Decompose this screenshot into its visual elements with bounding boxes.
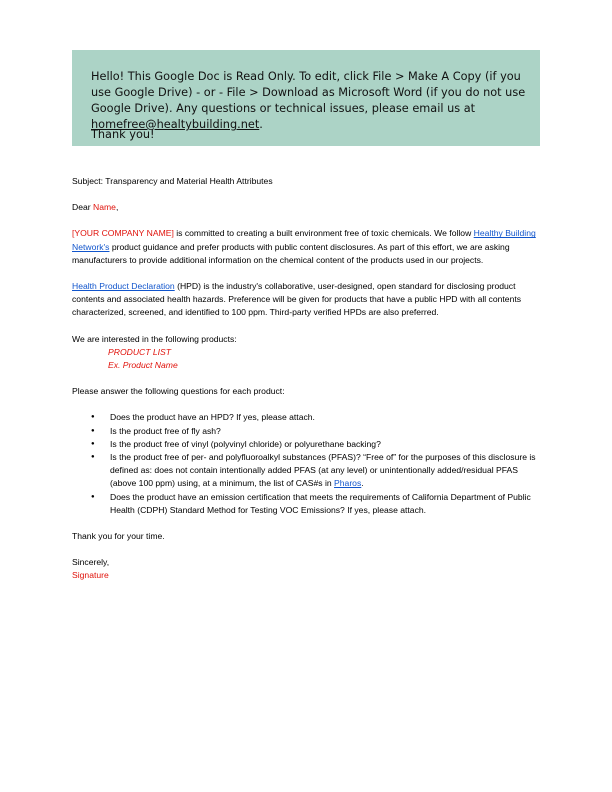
question-item: ● Does the product have an HPD? If yes, please attach. — [91, 411, 540, 424]
intro-text-1: is committed to creating a built environment free of toxic chemicals. We follow — [173, 228, 474, 239]
spacer — [72, 188, 540, 201]
intro-paragraph — [72, 227, 540, 267]
notice-period: . — [259, 118, 263, 131]
pfas-question-text: Is the product free of per- and polyfluoroalkyl substances (PFAS)? “Free of” for the purposes of this disclosure is defined as: does not contain intentionally added PFAS (at any level) or unintentionally added/residual PFAS (above 100 ppm) using, at a minimum, the list of CAS#s in — [110, 452, 536, 489]
question-item: ● Does the product have an emission certification that meets the requirements of California Department of Public Health (CDPH) Standard Method for Testing VOC Emissions? If yes, please attach. — [91, 491, 540, 517]
spacer — [72, 320, 540, 333]
pharos-link[interactable]: Pharos — [334, 478, 362, 489]
spacer — [72, 543, 540, 556]
hpd-link[interactable]: Health Product Declaration — [72, 281, 175, 292]
hpd-text: (HPD) is the industry's collaborative, user-designed, open standard for disclosing product contents and associated health hazards. Preference will be given for products that have a public HPD with all contents characterized, screened, and identified to 100 ppm. Third-party verified HPDs are also preferred. — [72, 281, 522, 318]
greeting-name-placeholder: Name — [93, 202, 116, 213]
closing: Sincerely, — [72, 557, 110, 568]
spacer — [72, 398, 540, 411]
greeting-dear: Dear — [72, 202, 94, 213]
spacer — [72, 267, 540, 280]
hbn-link[interactable]: Healthy Building Network's — [72, 228, 536, 252]
question-item: ● Is the product free of vinyl (polyvinyl chloride) or polyurethane backing? — [91, 438, 540, 451]
spacer — [72, 214, 540, 227]
intro-text-2: product guidance and prefer products with public content disclosures. As part of this effort, we are asking manufacturers to provide additional information on the chemical content of the products used in our projects. — [72, 241, 510, 265]
signature-placeholder: Signature — [72, 570, 109, 581]
notice-thanks: Thank you! — [91, 128, 155, 141]
hpd-paragraph — [72, 280, 540, 320]
thank-you-line: Thank you for your time. — [72, 531, 165, 542]
company-name-placeholder: [YOUR COMPANY NAME] — [72, 228, 174, 239]
notice-instructions: Hello! This Google Doc is Read Only. To edit, click File > Make A Copy (if you use Google Drive) - or - File > Download as Microsoft Word (if you do not use Google Drive). Any questions or technical issues, please email us at — [91, 70, 526, 115]
product-example-placeholder: Ex. Product Name — [108, 360, 178, 371]
support-email-link[interactable]: homefree@healtybuilding.net — [91, 118, 260, 131]
questions-list — [91, 411, 540, 517]
notice-text — [91, 69, 531, 133]
read-only-notice-banner — [72, 50, 540, 146]
pfas-question-end: . — [361, 478, 364, 489]
question-item — [91, 451, 540, 491]
spacer — [72, 372, 540, 385]
greeting — [72, 201, 540, 214]
greeting-comma: , — [115, 202, 119, 213]
subject-line: Subject: Transparency and Material Health Attributes — [72, 176, 273, 186]
interested-line: We are interested in the following products: — [72, 333, 237, 344]
question-item: ● Is the product free of fly ash? — [91, 425, 540, 438]
spacer — [72, 517, 540, 530]
product-list-placeholder: PRODUCT LIST — [108, 346, 172, 357]
letter-body — [72, 175, 540, 583]
questions-intro: Please answer the following questions for each product: — [72, 386, 285, 397]
